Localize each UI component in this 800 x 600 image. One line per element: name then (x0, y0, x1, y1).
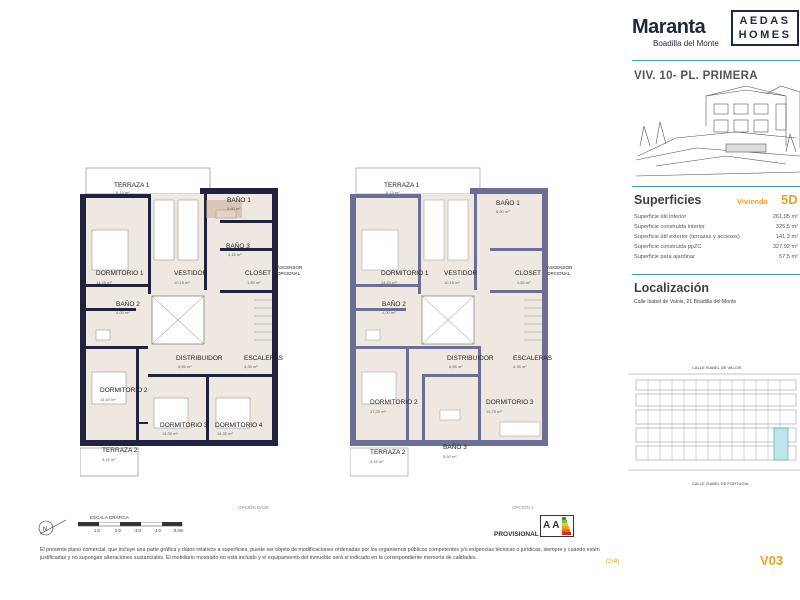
room-label: OPCIONAL (277, 271, 301, 276)
room-area: 1,85 m² (247, 280, 261, 285)
room-label: TERRAZA 2 (370, 449, 406, 456)
street-top: CALLE ISABEL DE VALOIS (692, 365, 742, 370)
room-label: ESCALERAS (244, 355, 284, 362)
brand-title: Maranta (632, 16, 706, 38)
room-label: CLOSET (245, 270, 272, 277)
room-label: DORMITORIO 2 (370, 399, 418, 406)
provisional-label: PROVISIONAL (494, 531, 539, 538)
room-label: DISTRIBUIDOR (447, 355, 494, 362)
room-area: 14,30 m² (217, 431, 233, 436)
room-area: 17,20 m² (370, 409, 386, 414)
address: Calle Isabel de Valois, 21 Boadilla del Monte (634, 299, 737, 305)
energy-label (540, 515, 574, 537)
room-label: VESTIDOR (174, 270, 208, 277)
scale-tick: 1.0 (94, 528, 100, 533)
room-area: 8,15 m² (386, 190, 400, 195)
superficies-heading: Superficies (634, 193, 702, 207)
room-label: DORMITORIO 1 (96, 270, 144, 277)
room-label: DORMITORIO 3 (160, 422, 208, 429)
room-label: CLOSET (515, 270, 542, 277)
room-label: DISTRIBUIDOR (176, 355, 223, 362)
scale-tick: 5.0m (174, 528, 184, 533)
divider (632, 186, 800, 187)
document-code: V03 (760, 553, 784, 568)
room-label: ASCENSOR (547, 265, 573, 270)
spec-row: Superficie construida interior 325,5 m² (634, 224, 798, 230)
street-bottom: CALLE ISABEL DE PORTUGAL (692, 481, 750, 486)
spec-row: Superficie útil exterior (terrazas y accesos) 141,3 m² (634, 234, 798, 240)
spec-row: Superficie construida ppZC 327,92 m² (634, 244, 798, 250)
site-map (628, 362, 800, 490)
room-label: TERRAZA 1 (384, 182, 420, 189)
page-number: (2/4) (606, 558, 620, 565)
divider (632, 60, 800, 61)
room-area: 8,55 m² (178, 364, 192, 369)
energy-bars-icon (562, 517, 572, 535)
room-label: TERRAZA 2 (102, 447, 138, 454)
aedas-line2: HOMES (738, 29, 792, 41)
room-label: DORMITORIO 1 (381, 270, 429, 277)
room-label: ESCALERAS (513, 355, 553, 362)
room-area: 3,15 m² (370, 459, 384, 464)
spec-row: Superficie útil interior 261,95 m² (634, 214, 798, 220)
unit-title: VIV. 10- PL. PRIMERA (634, 70, 758, 82)
room-area: 14,20 m² (96, 280, 112, 285)
scale-label: ESCALA GRÁFICA (90, 515, 129, 520)
room-label: BAÑO 1 (227, 197, 251, 204)
room-area: 14,60 m² (100, 397, 116, 402)
room-label: ASCENSOR (277, 265, 303, 270)
room-label: TERRAZA 1 (114, 182, 150, 189)
room-area: 6,60 m² (496, 209, 510, 214)
energy-letters: A A (543, 520, 560, 531)
room-area: 6,60 m² (227, 206, 241, 211)
brand-subtitle: Boadilla del Monte (653, 39, 719, 48)
aedas-logo (731, 10, 799, 46)
room-area: 16,75 m² (486, 409, 502, 414)
localizacion-heading: Localización (634, 281, 710, 295)
room-area: 14,20 m² (381, 280, 397, 285)
divider (632, 274, 800, 275)
building-sketch (636, 86, 800, 180)
room-area: 4,15 m² (228, 252, 242, 257)
room-area: 14,30 m² (162, 431, 178, 436)
floor-plan-option1 (350, 160, 553, 480)
room-area: 8,55 m² (449, 364, 463, 369)
room-area: 4,35 m² (513, 364, 527, 369)
room-label: BAÑO 2 (382, 301, 406, 308)
spec-row: Superficie para ajardinar 57,5 m² (634, 254, 798, 260)
disclaimer: El presente plano comercial, que incluye una parte gráfica y datos relativos a superficies, puede ser objeto de modificaciones ordenadas por los organismos públicos competentes y/o exigencias técnicas o jurídicas, siempre y cuando estén justificadas y no supongan alteraciones sustanciales. El mobiliario mostrado no está incluido y el equipamiento del inmueble será el indicado en la correspondiente memoria de calidades. (40, 547, 600, 561)
room-area: 10,15 m² (174, 280, 190, 285)
room-label: OPCIONAL (547, 271, 571, 276)
room-label: BAÑO 3 (443, 444, 467, 451)
floor-plan-base (80, 160, 280, 480)
room-label: DORMITORIO 3 (486, 399, 534, 406)
room-label: BAÑO 3 (226, 243, 250, 250)
room-area: 4,00 m² (116, 310, 130, 315)
scale-tick: 3.0 (135, 528, 141, 533)
room-label: BAÑO 2 (116, 301, 140, 308)
room-area: 8,15 m² (116, 190, 130, 195)
room-label: DORMITORIO 4 (215, 422, 263, 429)
scale-tick: 4.0 (155, 528, 161, 533)
room-label: DORMITORIO 2 (100, 387, 148, 394)
room-area: 3,15 m² (102, 457, 116, 462)
vivienda-code: 5D (781, 192, 798, 207)
plan-caption: OPCIÓN BASE (238, 505, 270, 510)
scale-tick: 2.0 (115, 528, 121, 533)
room-area: 4,35 m² (244, 364, 258, 369)
room-area: 5,50 m² (443, 454, 457, 459)
room-area: 4,00 m² (382, 310, 396, 315)
room-label: BAÑO 1 (496, 200, 520, 207)
room-area: 10,15 m² (444, 280, 460, 285)
room-area: 1,85 m² (517, 280, 531, 285)
svg-text:N: N (43, 527, 48, 533)
room-label: VESTIDOR (444, 270, 478, 277)
plan-caption: OPCIÓN 1 (512, 505, 534, 510)
north-arrow-icon (36, 518, 70, 538)
vivienda-label: Vivienda (737, 197, 768, 206)
aedas-line1: AEDAS (739, 15, 791, 27)
